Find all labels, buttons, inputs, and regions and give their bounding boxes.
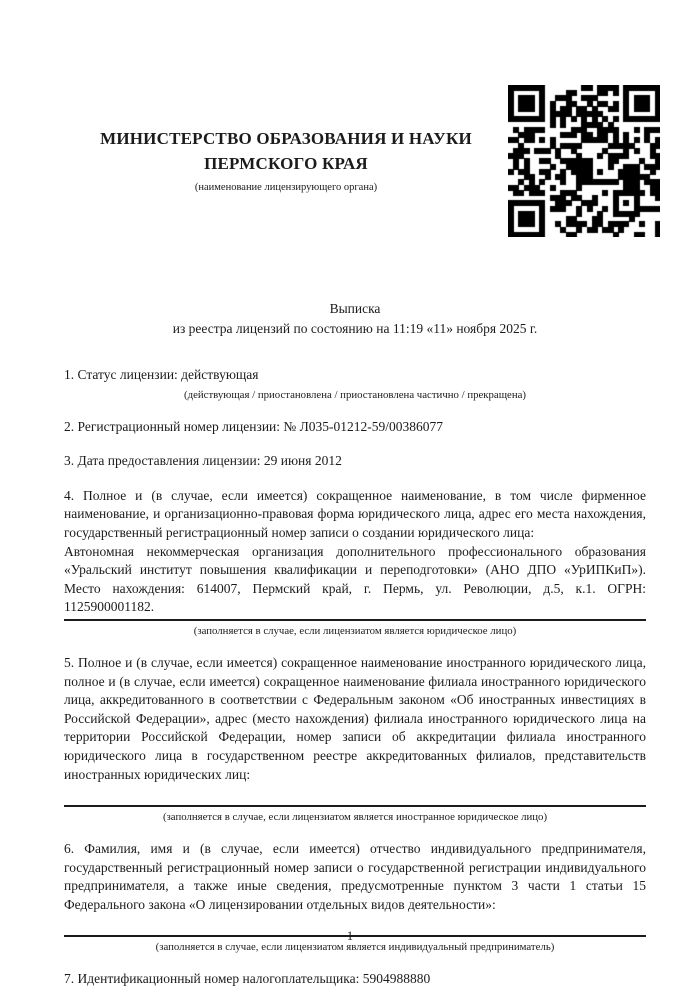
- field-license-grant-date: [64, 452, 646, 471]
- field-value: Автономная некоммерческая организация дополнительного профессионального образования «Уральский институт повышения квалификации и переподготовки» (АНО ДПО «УрИПКиП»). Место нахождения: 614007, Пермский край, г. Пермь, ул. Революции, д.5, к.1. ОГРН: 1125900001182.: [64, 543, 646, 621]
- field-value: [64, 784, 646, 807]
- ministry-name-line2: ПЕРМСКОГО КРАЯ: [204, 154, 368, 173]
- document-title-block: [64, 299, 646, 339]
- field-label: 1. Статус лицензии: действующая: [64, 367, 259, 382]
- field-caption: (заполняется в случае, если лицензиатом является иностранное юридическое лицо): [162, 811, 548, 824]
- page-number: 1: [346, 929, 354, 943]
- field-label: 7. Идентификационный номер налогоплательщика: 5904988880: [64, 971, 431, 987]
- document-header: [64, 0, 646, 268]
- field-label: 6. Фамилия, имя и (в случае, если имеется) отчество индивидуального предпринимателя, государственный регистрационный номер записи о государственной регистрации индивидуального предпринимателя, а также иные сведения, предусмотренные пунктом 3 части 1 статьи 15 Федерального закона «О лицензировании отдельных видов деятельности»:: [64, 841, 646, 912]
- qr-code-icon: [508, 85, 660, 237]
- field-foreign-legal-entity: [64, 654, 646, 824]
- field-caption: (заполняется в случае, если лицензиатом является индивидуальный предприниматель): [155, 941, 555, 954]
- field-legal-entity: [64, 487, 646, 638]
- licensing-authority-block: [64, 126, 508, 194]
- document-title: Выписка: [329, 301, 381, 316]
- ministry-name-line1: МИНИСТЕРСТВО ОБРАЗОВАНИЯ И НАУКИ: [100, 129, 472, 148]
- ministry-caption: (наименование лицензирующего органа): [194, 182, 378, 193]
- field-label: 2. Регистрационный номер лицензии: № Л035-01212-59/00386077: [64, 418, 444, 434]
- field-label: 4. Полное и (в случае, если имеется) сокращенное наименование, в том числе фирменное наименование, и организационно-правовая форма юридического лица, адрес его места нахождения, государственный регистрационный номер записи о создании юридического лица:: [64, 487, 646, 540]
- field-caption: (заполняется в случае, если лицензиатом является юридическое лицо): [193, 624, 517, 637]
- field-taxpayer-number: [64, 970, 646, 989]
- document-subtitle: из реестра лицензий по состоянию на 11:19 «11» ноября 2025 г.: [172, 321, 538, 336]
- field-caption: (действующая / приостановлена / приостановлена частично / прекращена): [184, 388, 526, 401]
- field-license-status: [64, 366, 646, 402]
- field-label: 3. Дата предоставления лицензии: 29 июня 2012: [64, 453, 342, 469]
- ministry-name: [64, 126, 508, 176]
- field-registration-number: [64, 418, 646, 437]
- field-label: 5. Полное и (в случае, если имеется) сокращенное наименование иностранного юридического лица, полное и (в случае, если имеется) сокращенное наименование филиала иностранного юридического лица, аккредитованного в соответствии с Федеральным законом «Об иностранных инвестициях в Российской Федерации», адрес (место нахождения) филиала иностранного юридического лица на территории Российской Федерации, номер записи об аккредитации филиала иностранного юридического лица в государственном реестре аккредитованных филиалов, представительств иностранных юридических лиц:: [64, 654, 646, 782]
